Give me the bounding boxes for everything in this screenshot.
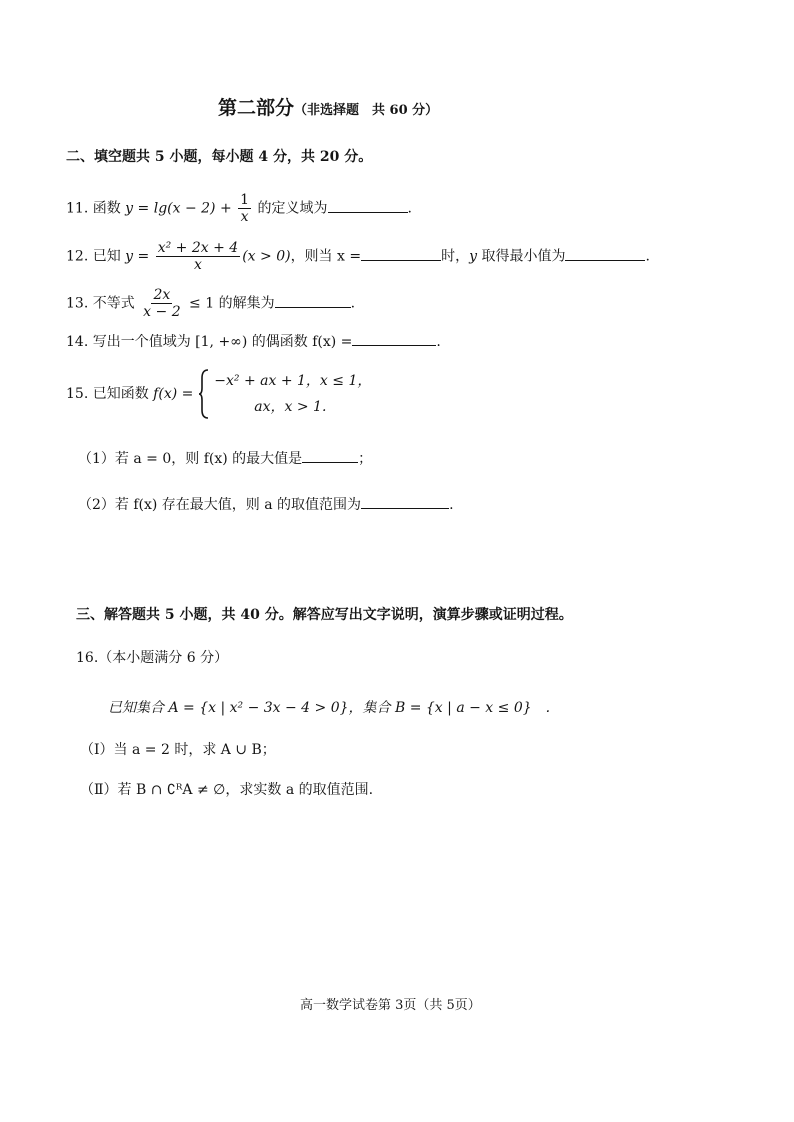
math-condition: (x > 0) [242,248,291,265]
left-brace [198,368,210,420]
question-13 [66,287,355,320]
fraction-numerator: 2x [153,287,171,303]
punctuation: ； [358,451,373,467]
question-16-given: 已知集合 A = {x | x² − 3x − 4 > 0}，集合 B = {x | a − x ≤ 0} . [108,700,551,716]
punctuation: . [436,334,441,350]
punctuation: . [407,200,412,217]
piecewise-cases [214,368,371,420]
fraction-numerator: 1 [240,192,250,208]
page-footer: 高一数学试卷第 3页（共 5页） [300,998,481,1013]
question-16-title: 16.（本小题满分 6 分） [76,650,229,666]
question-text: 写出一个值域为 [1, +∞) 的偶函数 f(x) = [92,334,353,350]
question-text: （1）若 a = 0，则 f(x) 的最大值是 [78,451,303,467]
question-14 [66,331,441,352]
question-text: 已知 [92,248,126,265]
fraction [238,192,251,225]
question-15-part-1 [78,448,372,469]
question-12 [66,240,650,273]
question-number: 14. [66,334,89,350]
question-number: 11. [66,200,89,217]
answer-blank[interactable] [565,246,645,261]
fraction-denominator: x − 2 [143,304,181,320]
question-number: 15. [66,386,89,402]
punctuation: . [449,497,454,513]
punctuation: . [645,248,650,265]
answer-blank[interactable] [361,494,449,509]
answer-blank[interactable] [361,246,441,261]
part-title-sub: （非选择题 共 60 分） [294,103,439,118]
question-text: 函数 [92,200,126,217]
math-variable: y [469,248,478,265]
section-heading-answer: 三、解答题共 5 小题，共 40 分。解答应写出文字说明，演算步骤或证明过程。 [76,607,573,623]
case-1: −x² + ax + 1，x ≤ 1， [214,373,372,389]
question-text: 时， [441,248,470,265]
question-text: 已知函数 [92,386,154,402]
fraction [156,240,240,273]
question-16-part-1: （Ⅰ）当 a = 2 时，求 A ∪ B； [80,742,276,758]
question-text: ≤ 1 的解集为 [184,295,275,312]
question-15-part-2 [78,494,454,515]
question-text: 的定义域为 [253,200,328,217]
question-text: 取得最小值为 [477,248,566,265]
section-heading-fill-in: 二、填空题共 5 小题，每小题 4 分，共 20 分。 [66,149,373,165]
question-16-part-2: （Ⅱ）若 B ∩ ∁ᴿA ≠ ∅，求实数 a 的取值范围. [80,782,374,798]
math-expression: y = [125,248,154,265]
answer-blank[interactable] [328,198,408,213]
question-text: （2）若 f(x) 存在最大值，则 a 的取值范围为 [78,497,362,513]
question-number: 12. [66,248,89,265]
part-title [218,93,438,120]
part-title-main: 第二部分 [218,97,295,119]
math-expression: y = lg(x − 2) + [125,200,237,217]
answer-blank[interactable] [275,293,351,308]
question-text: ，则当 x = [290,248,362,265]
question-text: 不等式 [92,295,140,312]
answer-blank[interactable] [302,448,358,463]
question-15 [66,368,371,420]
punctuation: . [350,295,356,312]
question-number: 13. [66,295,89,312]
fraction-denominator: x [194,257,202,273]
answer-blank[interactable] [352,331,436,346]
case-2: ax，x > 1. [254,399,327,415]
function-label: f(x) = [153,386,194,402]
fraction-numerator: x² + 2x + 4 [157,240,239,256]
question-11 [66,192,412,225]
fraction [141,287,182,320]
fraction-denominator: x [240,209,249,225]
